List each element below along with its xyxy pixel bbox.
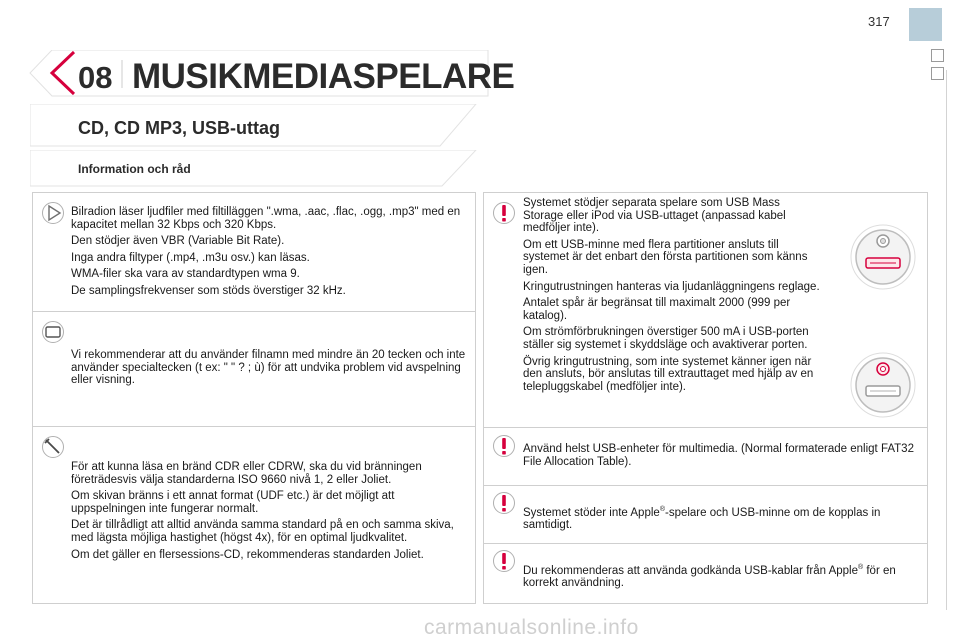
- paragraph: Systemet stödjer separata spelare som USB Mass Storage eller iPod via USB-uttaget (anpassad kabel medföljer inte).: [523, 197, 786, 235]
- wrench-icon: [41, 435, 65, 459]
- paragraph: Det är tillrådligt att alltid använda samma standard på en och samma skiva, med lägsta möjliga hastighet (högst 4x), för en optimal ljudkvalitet.: [71, 519, 454, 544]
- chapter-number: 08: [78, 60, 113, 95]
- paragraph: Den stödjer även VBR (Variable Bit Rate).: [71, 235, 285, 248]
- info-block-filenames: [71, 349, 471, 391]
- info-block-formats: [71, 206, 469, 302]
- paragraph: Antalet spår är begränsat till maximalt 2000 (999 per katalog).: [523, 297, 791, 322]
- paragraph: Bilradion läser ljudfiler med filtilläggen ".wma, .aac, .flac, .ogg, .mp3" med en kapacitet mellan 32 Kbps och 320 Kbps.: [71, 206, 461, 231]
- paragraph: De samplingsfrekvenser som stöds överstiger 32 kHz.: [71, 284, 346, 297]
- paragraph: Om det gäller en flersessions-CD, rekommenderas standarden Joliet.: [71, 548, 424, 561]
- text-before: Systemet stöder inte Apple: [523, 506, 660, 519]
- paragraph: Inga andra filtyper (.mp4, .m3u osv.) kan läsas.: [71, 251, 310, 264]
- chapter-tab[interactable]: [909, 8, 942, 41]
- notepad-icon: [41, 320, 65, 344]
- paragraph: WMA-filer ska vara av standardtypen wma 9.: [71, 268, 300, 281]
- warning-block-apple-players: [523, 504, 923, 536]
- warning-exclamation-icon: [492, 201, 516, 225]
- info-block-cd-burning: [71, 461, 469, 565]
- sidebar-rule: [946, 70, 947, 610]
- text-after: -spelare och USB-minne om de kopplas in samtidigt.: [523, 506, 881, 532]
- warning-exclamation-icon: [492, 491, 516, 515]
- subsection-title: Information och råd: [78, 162, 191, 176]
- registered-mark: ®: [857, 564, 864, 571]
- paragraph: Vi rekommenderar att du använder filnamn med mindre än 20 tecken och inte använder specialtecken (t ex: " " ? ; ù) för att undvika problem vid avspelning eller visning.: [71, 349, 466, 387]
- text-after: för en korrekt användning.: [523, 564, 896, 590]
- warning-block-apple-cables: [523, 562, 923, 594]
- paragraph: Om skivan bränns i ett annat format (UDF etc.) är det möjligt att uppspelningen inte fungerar normalt.: [71, 490, 395, 515]
- page-number: 317: [868, 14, 890, 29]
- paragraph: Kringutrustningen hanteras via ljudanläggningens reglage.: [523, 280, 820, 293]
- paragraph: För att kunna läsa en bränd CDR eller CDRW, ska du vid bränningen företrädesvis välja standarderna ISO 9660 nivå 1, 2 eller Joliet.: [71, 461, 422, 486]
- jack-socket-illustration: [848, 349, 918, 421]
- thumb-tab-1[interactable]: [931, 49, 944, 62]
- paragraph: Övrig kringutrustning, som inte systemet känner igen när den ansluts, bör anslutas till extrauttaget med hjälp av en telepluggskabel (medföljer inte).: [523, 355, 814, 393]
- paragraph: Om strömförbrukningen överstiger 500 mA i USB-porten ställer sig systemet i skyddsläge och avaktiverar porten.: [523, 326, 809, 351]
- warning-block-usb: [523, 197, 821, 397]
- chapter-title: MUSIKMEDIASPELARE: [132, 57, 515, 96]
- thumb-tab-2[interactable]: [931, 67, 944, 80]
- text-before: Du rekommenderas att använda godkända USB-kablar från Apple: [523, 564, 858, 577]
- left-info-panel: [32, 192, 476, 604]
- warning-exclamation-icon: [492, 549, 516, 573]
- paragraph: Om ett USB-minne med flera partitioner ansluts till systemet är det enbart den första partitionen som känns igen.: [523, 238, 808, 276]
- registered-mark: ®: [659, 506, 665, 513]
- play-triangle-icon: [41, 201, 65, 225]
- warning-exclamation-icon: [492, 434, 516, 458]
- paragraph: Använd helst USB-enheter för multimedia. (Normal formaterade enligt FAT32 File Allocation Table).: [523, 443, 914, 468]
- section-title: CD, CD MP3, USB-uttag: [78, 118, 280, 138]
- warning-block-fat32: [523, 443, 923, 472]
- watermark: carmanualsonline.info: [424, 616, 639, 639]
- usb-socket-illustration: [848, 221, 918, 293]
- right-warning-panel: [483, 192, 928, 604]
